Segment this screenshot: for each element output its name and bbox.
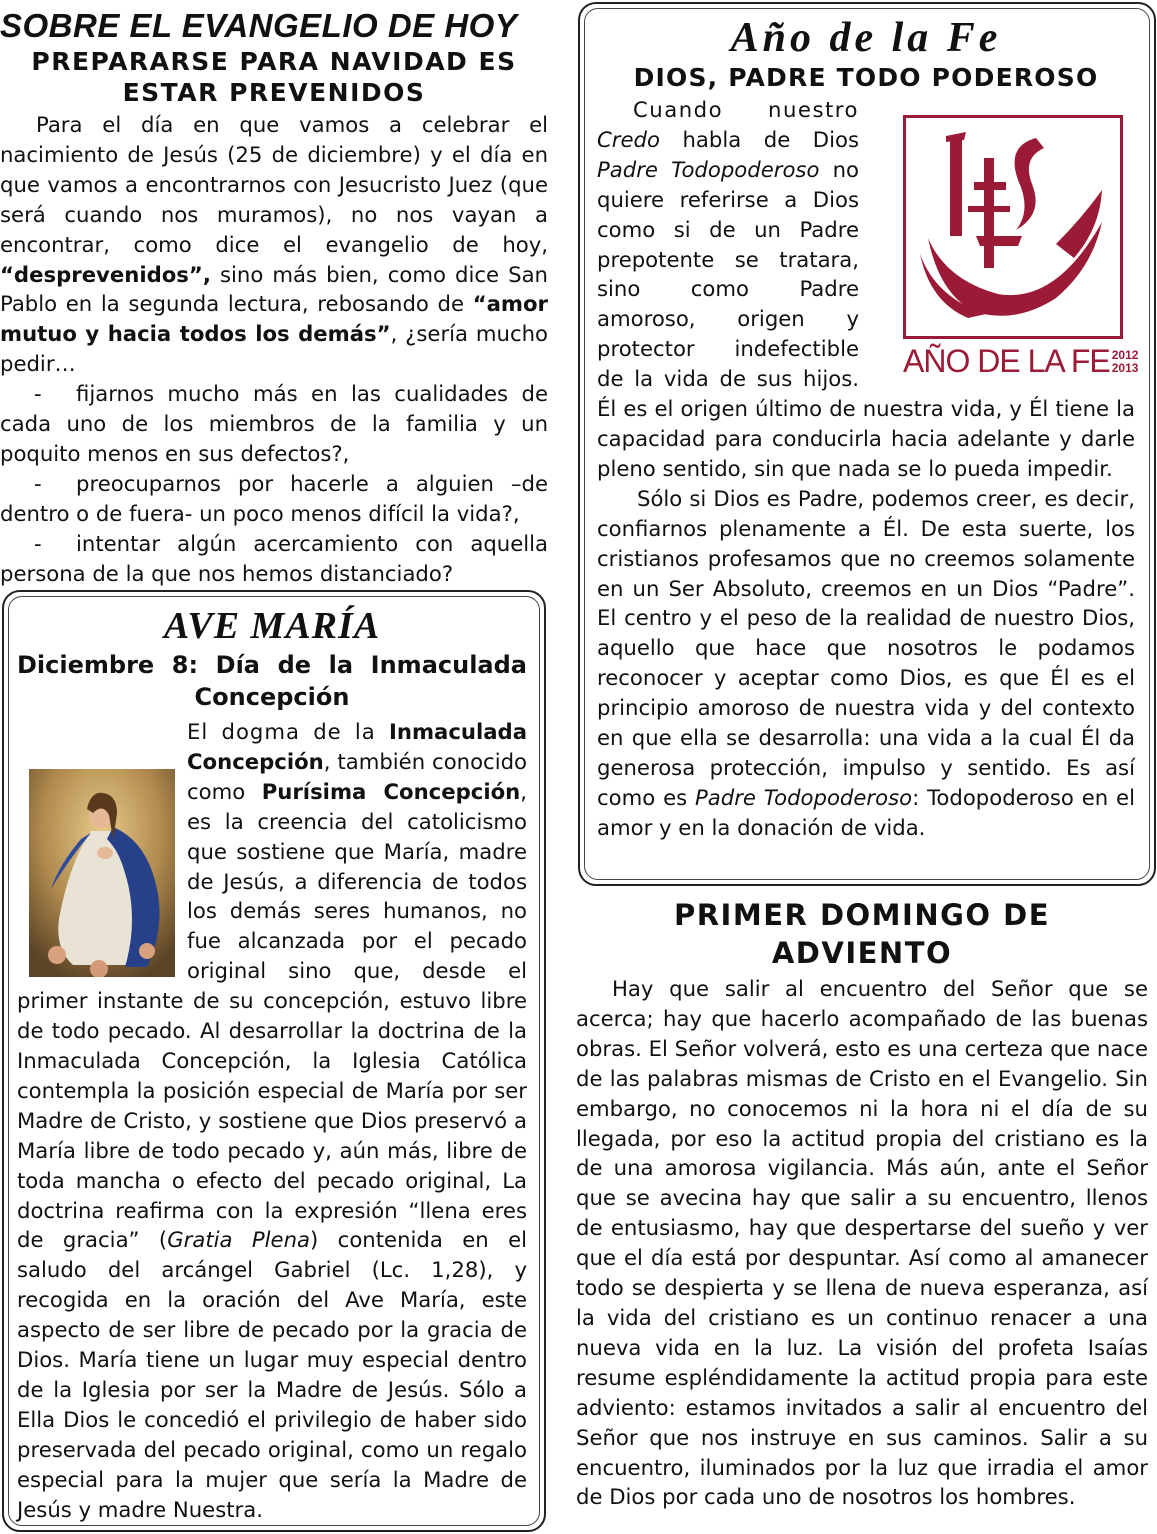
evangelio-subtitle bbox=[0, 46, 548, 108]
evangelio-quote-desprevenidos: “desprevenidos”, bbox=[0, 261, 211, 287]
logo-caption bbox=[903, 343, 1139, 380]
ano-de-la-fe-inner-frame bbox=[584, 8, 1150, 880]
ave-maria-subtitle-line2: Concepción bbox=[194, 683, 350, 711]
primer-domingo-text: Hay que salir al encuentro del Señor que se acerca; hay que hacerlo acompañado de las buenas obras. El Señor volverá, esto es una certeza que nace de las palabras mismas de Cristo en el Evangelio. Sin embargo, no conocemos ni la hora ni el día de su llegada, por eso la actitud propia del cristiano es la de una amorosa vigilancia. Más aún, ante el Señor que se avecina hay que salir a su encuentro, llenos de entusiasmo, hay que despertarse del sueño y ver que el día está por despuntar. Así como al amanecer todo se despierta y se llena de nueva esperanza, así la vida del cristiano es un continuo renacer a una nueva vida en la luz. La visión del profeta Isaías resume espléndidamente la actitud propia para este adviento: estamos invitados a salir al encuentro del Señor que nos instruye en sus caminos. Salir a su encuentro, iluminados por la luz que irradia el amor de Dios por cada uno de nosotros los hombres. bbox=[576, 976, 1148, 1510]
list-item bbox=[0, 379, 548, 469]
fe-padre-todopoderoso: Padre Todopoderoso bbox=[597, 156, 820, 182]
ave-maria-gratia-plena: Gratia Plena bbox=[167, 1227, 311, 1253]
list-item-text: fijarnos mucho más en las cualidades de cada uno de los miembros de la familia y un poquito menos en sus defectos?, bbox=[0, 381, 548, 466]
ave-maria-text-1: El dogma de la bbox=[187, 719, 389, 744]
evangelio-article bbox=[0, 6, 548, 589]
dash-bullet: - bbox=[34, 530, 42, 556]
primer-domingo-article bbox=[576, 896, 1148, 1512]
fe-p2-padre-todopoderoso: Padre Todopoderoso bbox=[695, 784, 913, 810]
immaculate-conception-painting bbox=[29, 769, 175, 977]
dash-bullet: - bbox=[34, 470, 42, 496]
dash-bullet: - bbox=[34, 381, 42, 407]
ano-de-la-fe-title: Año de la Fe bbox=[730, 15, 1002, 61]
fe-p2-text-a: Sólo si Dios es Padre, podemos creer, es decir, confiarnos plenamente a Él. De esta suerte, los cristianos profesamos que no creemos solamente en un Ser Absoluto, creemos en un Dios “Padre”. El centro y el peso de la realidad de nuestro Dios, aquello que hace que nosotros le podamos reconocer y aceptar como Dios, es que Él es el principio amoroso de nuestra vida y del contexto en que ella se desarrolla: una vida a la cual Él da generosa protección, impulso y sentido. Es así como es bbox=[597, 485, 1135, 810]
evangelio-paragraph bbox=[0, 110, 548, 379]
ave-maria-title: AVE MARÍA bbox=[163, 605, 381, 647]
ave-maria-box bbox=[2, 590, 546, 1532]
ave-maria-inmaculada: Inmaculada Concepción bbox=[187, 719, 527, 774]
list-item bbox=[0, 469, 548, 529]
fe-text-e: no quiere referirse a Dios como si de un Padre prepotente se tratara, sino como Padre amoroso, origen y protector indefectible de la vida de sus hijos. Él es el origen último de nuestra vida, y Él tiene la capacidad para conducirla hacia adelante y darle pleno sentido, sin que nada se lo pueda impedir. bbox=[597, 156, 1135, 481]
ave-maria-text-7: ) contenida en el saludo del arcángel Gabriel (Lc. 1,28), y recogida en la oración del Ave María, este aspecto de ser libre de pecado por la gracia de Dios. María tiene un lugar muy especial dentro de la Iglesia por ser la Madre de Jesús. Sólo a Ella Dios le concedió el privilegio de haber sido preservada del pecado original, como un regalo especial para la mujer que sería la Madre de Jesús y madre Nuestra. bbox=[17, 1227, 528, 1522]
primer-domingo-title-line1: PRIMER DOMINGO DE bbox=[673, 898, 1051, 932]
primer-domingo-title-line2: ADVIENTO bbox=[771, 936, 953, 970]
fe-p2-text-c: : Todopoderoso en el amor y en la donación de vida. bbox=[597, 784, 1135, 840]
list-item-text: preocuparnos por hacerle a alguien –de dentro o de fuera- un poco menos difícil la vida?, bbox=[0, 470, 548, 526]
logo-year-start: 2012 bbox=[1111, 347, 1139, 362]
ano-de-la-fe-box bbox=[578, 2, 1156, 886]
ave-maria-text-3: , también conocido como bbox=[187, 748, 527, 804]
evangelio-text-a: Para el día en que vamos a celebrar el nacimiento de Jesús (25 de diciembre) y el día en que vamos a encontrarnos con Jesucristo Juez (que será cuando nos muramos), no nos vayan a encontrar, como dice el evangelio de hoy, bbox=[0, 112, 548, 257]
fe-credo: Credo bbox=[597, 126, 660, 152]
logo-year-end: 2013 bbox=[1111, 360, 1139, 375]
fe-text-a: Cuando nuestro bbox=[633, 97, 859, 122]
evangelio-subtitle-line2: ESTAR PREVENIDOS bbox=[122, 78, 426, 107]
ave-maria-purisima: Purísima Concepción bbox=[261, 778, 521, 804]
ave-maria-text-5: , es la creencia del catolicismo que sostiene que María, madre de Jesús, a diferencia de todos los demás seres humanos, no fue alcanzada por el pecado original sino que, desde el primer instante de su concepción, estuvo libre de todo pecado. Al desarrollar la doctrina de la Inmaculada Concepción, la Iglesia Católica contempla la posición especial de María por ser Madre de Cristo, y sostiene que Dios preservó a María libre de todo pecado y, aún más, libre de toda mancha o efecto del pecado original, La doctrina reafirma con la expresión “llena eres de gracia” ( bbox=[17, 778, 527, 1253]
evangelio-quote-amor: “amor mutuo y hacia todos los demás” bbox=[0, 291, 548, 347]
logo-years bbox=[1112, 349, 1139, 375]
primer-domingo-title bbox=[576, 896, 1148, 972]
evangelio-title: SOBRE EL EVANGELIO DE HOY bbox=[0, 7, 518, 44]
list-item-text: intentar algún acercamiento con aquella persona de la que nos hemos distanciado? bbox=[0, 530, 548, 586]
fe-text-c: habla de Dios bbox=[659, 126, 859, 152]
evangelio-subtitle-line1: PREPARARSE PARA NAVIDAD ES bbox=[31, 47, 517, 76]
painting-image bbox=[29, 769, 175, 977]
ave-maria-subtitle bbox=[17, 649, 527, 713]
ano-de-la-fe-paragraph-2 bbox=[597, 484, 1135, 843]
ano-de-la-fe-subtitle: DIOS, PADRE TODO PODEROSO bbox=[633, 63, 1099, 92]
evangelio-text-e: , ¿sería mucho pedir… bbox=[0, 321, 548, 377]
ihs-boat-icon bbox=[906, 118, 1120, 336]
evangelio-text-c: sino más bien, como dice San Pablo en la segunda lectura, rebosando de bbox=[0, 261, 548, 317]
logo-frame bbox=[903, 115, 1123, 339]
ave-maria-inner-frame bbox=[8, 596, 540, 1526]
ave-maria-subtitle-line1: Diciembre 8: Día de la Inmaculada bbox=[17, 651, 527, 679]
logo-caption-text: AÑO DE LA FE bbox=[903, 343, 1110, 379]
ano-de-la-fe-logo bbox=[883, 115, 1139, 379]
list-item bbox=[0, 529, 548, 589]
